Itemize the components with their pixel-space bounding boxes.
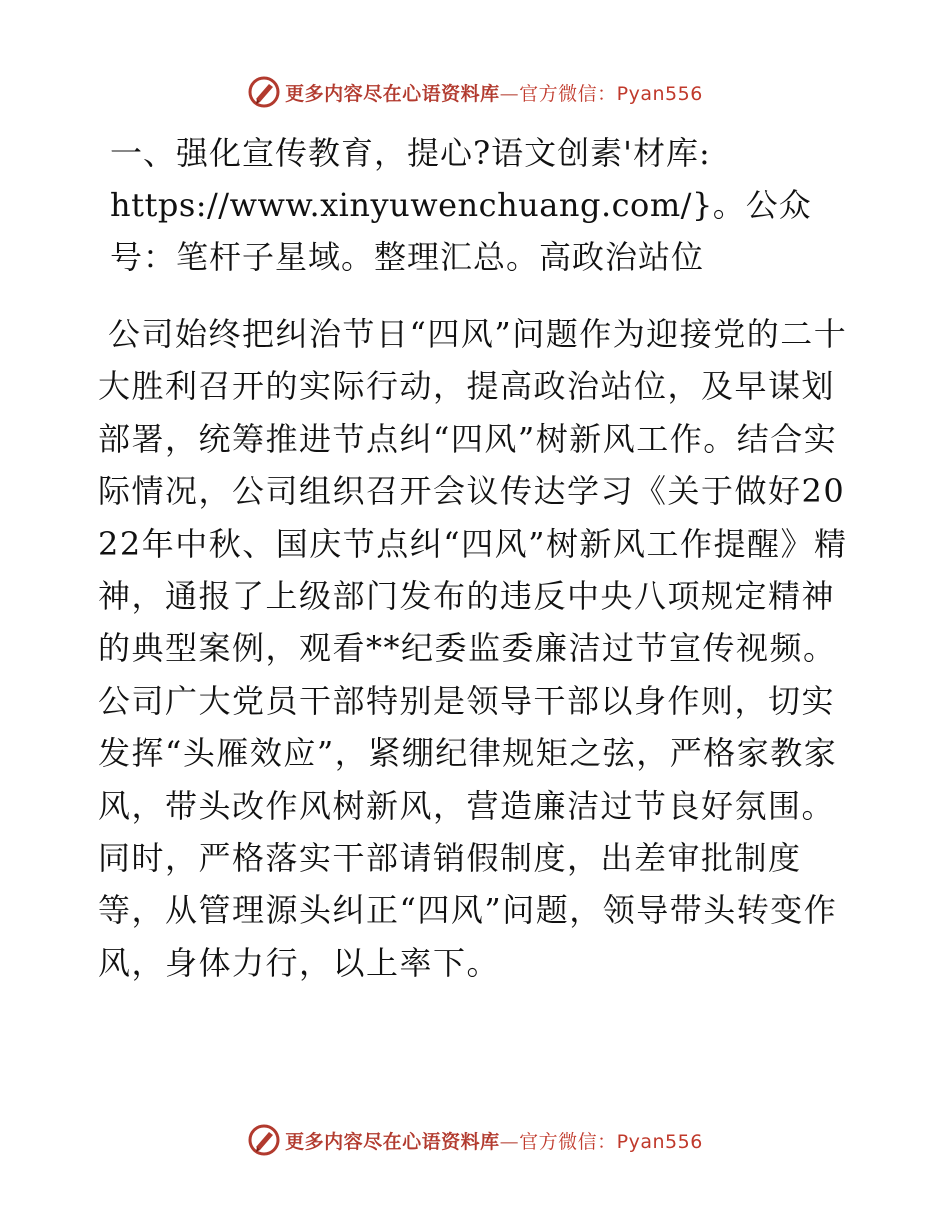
- document-body: [98, 127, 858, 989]
- banner-wechat: 官方微信：Pyan556: [519, 1130, 703, 1153]
- body-paragraph: 公司始终把纠治节日“四风”问题作为迎接党的二十大胜利召开的实际行动，提高政治站位，及早谋划部署，统筹推进节点纠“四风”树新风工作。结合实际情况，公司组织召开会议传达学习《关于做好2022年中秋、国庆节点纠“四风”树新风工作提醒》精神，通报了上级部门发布的违反中央八项规定精神的典型案例，观看**纪委监委廉洁过节宣传视频。公司广大党员干部特别是领导干部以身作则，切实发挥“头雁效应”，紧绷纪律规矩之弦，严格家教家风，带头改作风树新风，营造廉洁过节良好氛围。同时，严格落实干部请销假制度，出差审批制度等，从管理源头纠正“四风”问题，领导带头转变作风，身体力行，以上率下。: [98, 315, 848, 982]
- banner-title: 更多内容尽在心语资料库: [285, 1130, 500, 1153]
- header-banner: [0, 72, 950, 112]
- banner-dash: —: [499, 82, 520, 105]
- section-heading: [98, 127, 858, 283]
- footer-banner: [0, 1120, 950, 1160]
- library-logo-icon: [247, 1123, 281, 1157]
- heading-part2: 。公众号：笔杆子星域。整理汇总。高政治站位: [110, 186, 812, 276]
- banner-wechat: 官方微信：Pyan556: [519, 82, 703, 105]
- banner-title: 更多内容尽在心语资料库: [285, 82, 500, 105]
- library-logo-icon: [247, 75, 281, 109]
- heading-url: https://www.xinyuwenchuang.com/}: [110, 186, 713, 224]
- banner-text: [285, 79, 703, 106]
- banner-text: [285, 1127, 703, 1154]
- heading-part1: 一、强化宣传教育，提心?语文创素'材库:: [110, 134, 711, 172]
- banner-dash: —: [499, 1130, 520, 1153]
